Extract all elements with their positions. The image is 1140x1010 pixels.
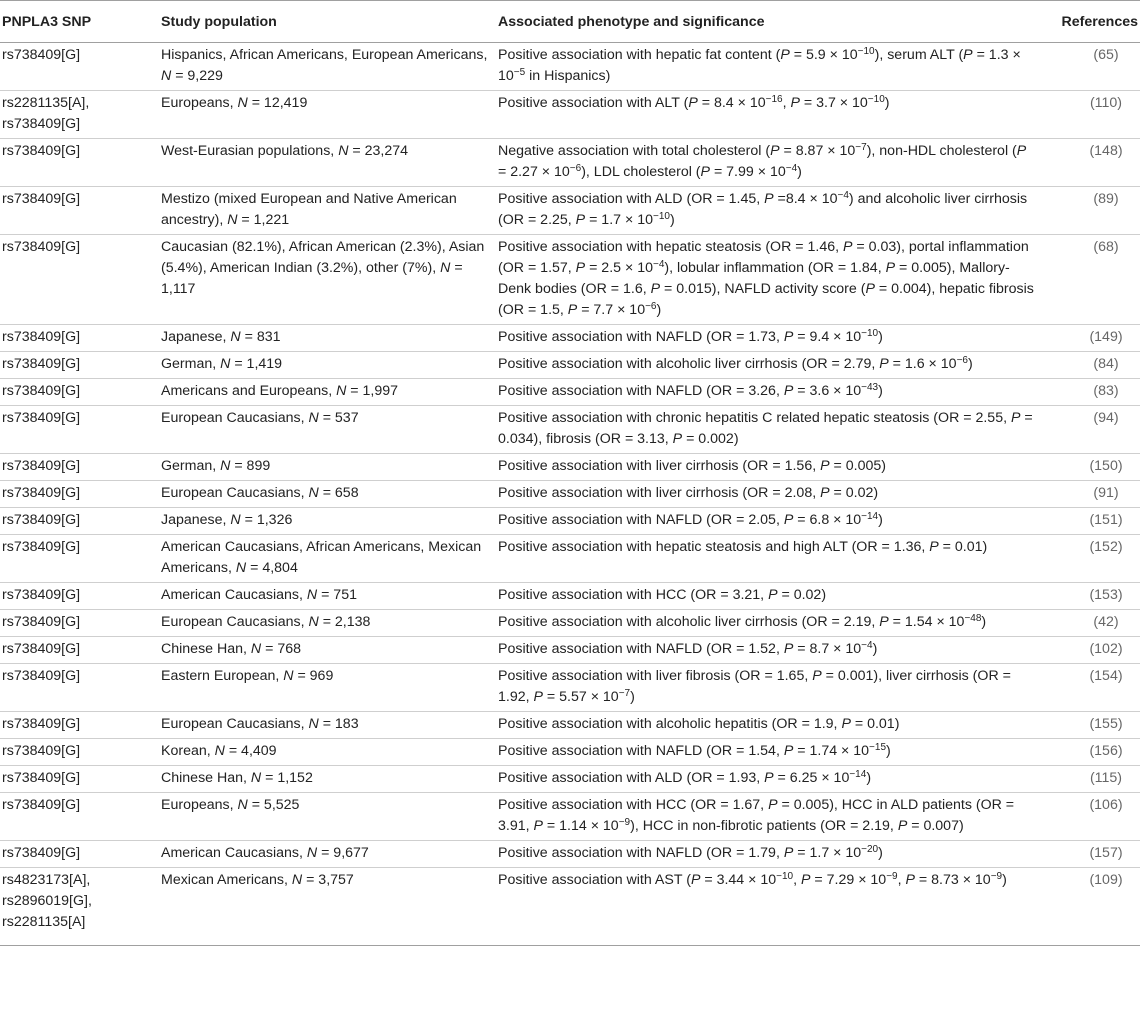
cell-population: European Caucasians, N = 183: [161, 712, 498, 739]
cell-phenotype: Positive association with NAFLD (OR = 1.54, $P = 1.74 \times 10^{-15}$): [498, 739, 1038, 766]
table-row: [0, 91, 1140, 139]
cell-population: Europeans, N = 12,419: [161, 91, 498, 139]
cell-population: Europeans, N = 5,525: [161, 793, 498, 841]
cell-snp: rs738409[G]: [0, 766, 161, 793]
cell-snp: rs738409[G]: [0, 187, 161, 235]
cell-snp: rs738409[G]: [0, 454, 161, 481]
cell-reference: (84): [1038, 352, 1140, 379]
table-row: [0, 739, 1140, 766]
cell-phenotype: Positive association with chronic hepatitis C related hepatic steatosis (OR = 2.55, P = 0.034), fibrosis (OR = 3.13, P = 0.002): [498, 406, 1038, 454]
cell-reference: (154): [1038, 664, 1140, 712]
cell-population: Chinese Han, N = 1,152: [161, 766, 498, 793]
cell-snp: rs738409[G]: [0, 43, 161, 91]
cell-population: German, N = 1,419: [161, 352, 498, 379]
cell-population: American Caucasians, African Americans, Mexican Americans, N = 4,804: [161, 535, 498, 583]
header-population: Study population: [161, 1, 498, 43]
cell-phenotype: Positive association with alcoholic liver cirrhosis (OR = 2.19, $P = 1.54 \times 10^{-48}$): [498, 610, 1038, 637]
cell-phenotype: Positive association with NAFLD (OR = 1.79, $P = 1.7 \times 10^{-20}$): [498, 841, 1038, 868]
cell-snp: rs2281135[A], rs738409[G]: [0, 91, 161, 139]
cell-snp: rs738409[G]: [0, 508, 161, 535]
cell-phenotype: Positive association with NAFLD (OR = 1.73, $P = 9.4 \times 10^{-10}$): [498, 325, 1038, 352]
cell-phenotype: Positive association with alcoholic liver cirrhosis (OR = 2.79, $P = 1.6 \times 10^{-6}$): [498, 352, 1038, 379]
cell-phenotype: Positive association with hepatic steatosis (OR = 1.46, P = 0.03), portal inflammation (OR = 1.57, $P = 2.5 \times 10^{-4}$), lobular inflammation (OR = 1.84, P = 0.005), Mallory-Denk bodies (OR = 1.6, P = 0.015), NAFLD activity score (P = 0.004), hepatic fibrosis (OR = 1.5, $P = 7.7 \times 10^{-6}$): [498, 235, 1038, 325]
cell-population: European Caucasians, N = 2,138: [161, 610, 498, 637]
cell-reference: (110): [1038, 91, 1140, 139]
cell-reference: (89): [1038, 187, 1140, 235]
cell-population: German, N = 899: [161, 454, 498, 481]
cell-snp: rs738409[G]: [0, 841, 161, 868]
cell-population: Americans and Europeans, N = 1,997: [161, 379, 498, 406]
cell-snp: rs738409[G]: [0, 664, 161, 712]
cell-population: Chinese Han, N = 768: [161, 637, 498, 664]
cell-phenotype: Positive association with hepatic steatosis and high ALT (OR = 1.36, P = 0.01): [498, 535, 1038, 583]
table-row: [0, 454, 1140, 481]
table-row: [0, 325, 1140, 352]
cell-population: Mestizo (mixed European and Native American ancestry), N = 1,221: [161, 187, 498, 235]
cell-reference: (150): [1038, 454, 1140, 481]
cell-snp: rs738409[G]: [0, 712, 161, 739]
table-row: [0, 712, 1140, 739]
table-row: [0, 766, 1140, 793]
cell-reference: (157): [1038, 841, 1140, 868]
table-row: [0, 508, 1140, 535]
cell-population: Mexican Americans, N = 3,757: [161, 868, 498, 946]
cell-phenotype: Positive association with alcoholic hepatitis (OR = 1.9, P = 0.01): [498, 712, 1038, 739]
header-references: References: [1038, 1, 1140, 43]
table-row: [0, 535, 1140, 583]
cell-population: Caucasian (82.1%), African American (2.3%), Asian (5.4%), American Indian (3.2%), other (7%), N = 1,117: [161, 235, 498, 325]
cell-snp: rs4823173[A], rs2896019[G], rs2281135[A]: [0, 868, 161, 946]
cell-snp: rs738409[G]: [0, 793, 161, 841]
header-row: [0, 1, 1140, 43]
cell-phenotype: Positive association with NAFLD (OR = 2.05, $P = 6.8 \times 10^{-14}$): [498, 508, 1038, 535]
table-row: [0, 610, 1140, 637]
cell-snp: rs738409[G]: [0, 379, 161, 406]
table-row: [0, 637, 1140, 664]
table-row: [0, 406, 1140, 454]
table-body: [0, 43, 1140, 946]
cell-population: Japanese, N = 1,326: [161, 508, 498, 535]
cell-population: American Caucasians, N = 751: [161, 583, 498, 610]
cell-population: Korean, N = 4,409: [161, 739, 498, 766]
cell-population: Hispanics, African Americans, European Americans, N = 9,229: [161, 43, 498, 91]
cell-phenotype: Positive association with HCC (OR = 1.67, P = 0.005), HCC in ALD patients (OR = 3.91, $P = 1.14 \times 10^{-9}$), HCC in non-fibrotic patients (OR = 2.19, P = 0.007): [498, 793, 1038, 841]
cell-reference: (152): [1038, 535, 1140, 583]
cell-reference: (153): [1038, 583, 1140, 610]
table-row: [0, 841, 1140, 868]
table-row: [0, 664, 1140, 712]
cell-population: American Caucasians, N = 9,677: [161, 841, 498, 868]
cell-snp: rs738409[G]: [0, 481, 161, 508]
cell-snp: rs738409[G]: [0, 583, 161, 610]
cell-snp: rs738409[G]: [0, 139, 161, 187]
cell-phenotype: Positive association with HCC (OR = 3.21, P = 0.02): [498, 583, 1038, 610]
cell-phenotype: Positive association with AST ($P = 3.44 \times 10^{-10}$, $P = 7.29 \times 10^{-9}$, $P = 8.73 \times 10^{-9}$): [498, 868, 1038, 946]
cell-phenotype: Positive association with NAFLD (OR = 1.52, $P = 8.7 \times 10^{-4}$): [498, 637, 1038, 664]
cell-population: Japanese, N = 831: [161, 325, 498, 352]
cell-population: West-Eurasian populations, N = 23,274: [161, 139, 498, 187]
cell-reference: (155): [1038, 712, 1140, 739]
table-row: [0, 43, 1140, 91]
cell-phenotype: Positive association with ALD (OR = 1.93, $P = 6.25 \times 10^{-14}$): [498, 766, 1038, 793]
cell-population: Eastern European, N = 969: [161, 664, 498, 712]
cell-phenotype: Positive association with ALD (OR = 1.45, $P =8.4 \times 10^{-4}$) and alcoholic liver cirrhosis (OR = 2.25, $P = 1.7 \times 10^{-10}$): [498, 187, 1038, 235]
cell-phenotype: Positive association with liver fibrosis (OR = 1.65, P = 0.001), liver cirrhosis (OR = 1.92, $P = 5.57 \times 10^{-7}$): [498, 664, 1038, 712]
table-row: [0, 187, 1140, 235]
table-row: [0, 583, 1140, 610]
header-phenotype: Associated phenotype and significance: [498, 1, 1038, 43]
table-row: [0, 793, 1140, 841]
cell-reference: (94): [1038, 406, 1140, 454]
cell-population: European Caucasians, N = 658: [161, 481, 498, 508]
cell-phenotype: Positive association with liver cirrhosis (OR = 1.56, P = 0.005): [498, 454, 1038, 481]
cell-snp: rs738409[G]: [0, 739, 161, 766]
cell-population: European Caucasians, N = 537: [161, 406, 498, 454]
cell-phenotype: Positive association with ALT ($P = 8.4 \times 10^{-16}$, $P = 3.7 \times 10^{-10}$): [498, 91, 1038, 139]
cell-reference: (156): [1038, 739, 1140, 766]
cell-reference: (109): [1038, 868, 1140, 946]
cell-reference: (106): [1038, 793, 1140, 841]
cell-snp: rs738409[G]: [0, 352, 161, 379]
cell-snp: rs738409[G]: [0, 535, 161, 583]
table-row: [0, 868, 1140, 946]
cell-snp: rs738409[G]: [0, 637, 161, 664]
header-snp: PNPLA3 SNP: [0, 1, 161, 43]
table-row: [0, 139, 1140, 187]
cell-reference: (115): [1038, 766, 1140, 793]
cell-reference: (102): [1038, 637, 1140, 664]
cell-phenotype: Positive association with NAFLD (OR = 3.26, $P = 3.6 \times 10^{-43}$): [498, 379, 1038, 406]
cell-phenotype: Positive association with hepatic fat content $(P = 5.9 \times 10^{-10})$, serum ALT ($P = 1.3 \times 10^{-5}$ in Hispanics): [498, 43, 1038, 91]
table-row: [0, 379, 1140, 406]
cell-reference: (91): [1038, 481, 1140, 508]
table-header: [0, 1, 1140, 43]
cell-reference: (149): [1038, 325, 1140, 352]
cell-reference: (42): [1038, 610, 1140, 637]
cell-snp: rs738409[G]: [0, 610, 161, 637]
table-row: [0, 235, 1140, 325]
cell-reference: (83): [1038, 379, 1140, 406]
cell-phenotype: Positive association with liver cirrhosis (OR = 2.08, P = 0.02): [498, 481, 1038, 508]
cell-reference: (65): [1038, 43, 1140, 91]
cell-snp: rs738409[G]: [0, 325, 161, 352]
cell-reference: (68): [1038, 235, 1140, 325]
table-row: [0, 352, 1140, 379]
cell-reference: (151): [1038, 508, 1140, 535]
cell-phenotype: Negative association with total cholesterol $(P = 8.87 \times 10^{-7})$, non-HDL cholesterol $(P = 2.27 \times 10^{-6})$, LDL cholesterol $(P = 7.99 \times 10^{-4})$: [498, 139, 1038, 187]
table-row: [0, 481, 1140, 508]
cell-reference: (148): [1038, 139, 1140, 187]
cell-snp: rs738409[G]: [0, 235, 161, 325]
cell-snp: rs738409[G]: [0, 406, 161, 454]
